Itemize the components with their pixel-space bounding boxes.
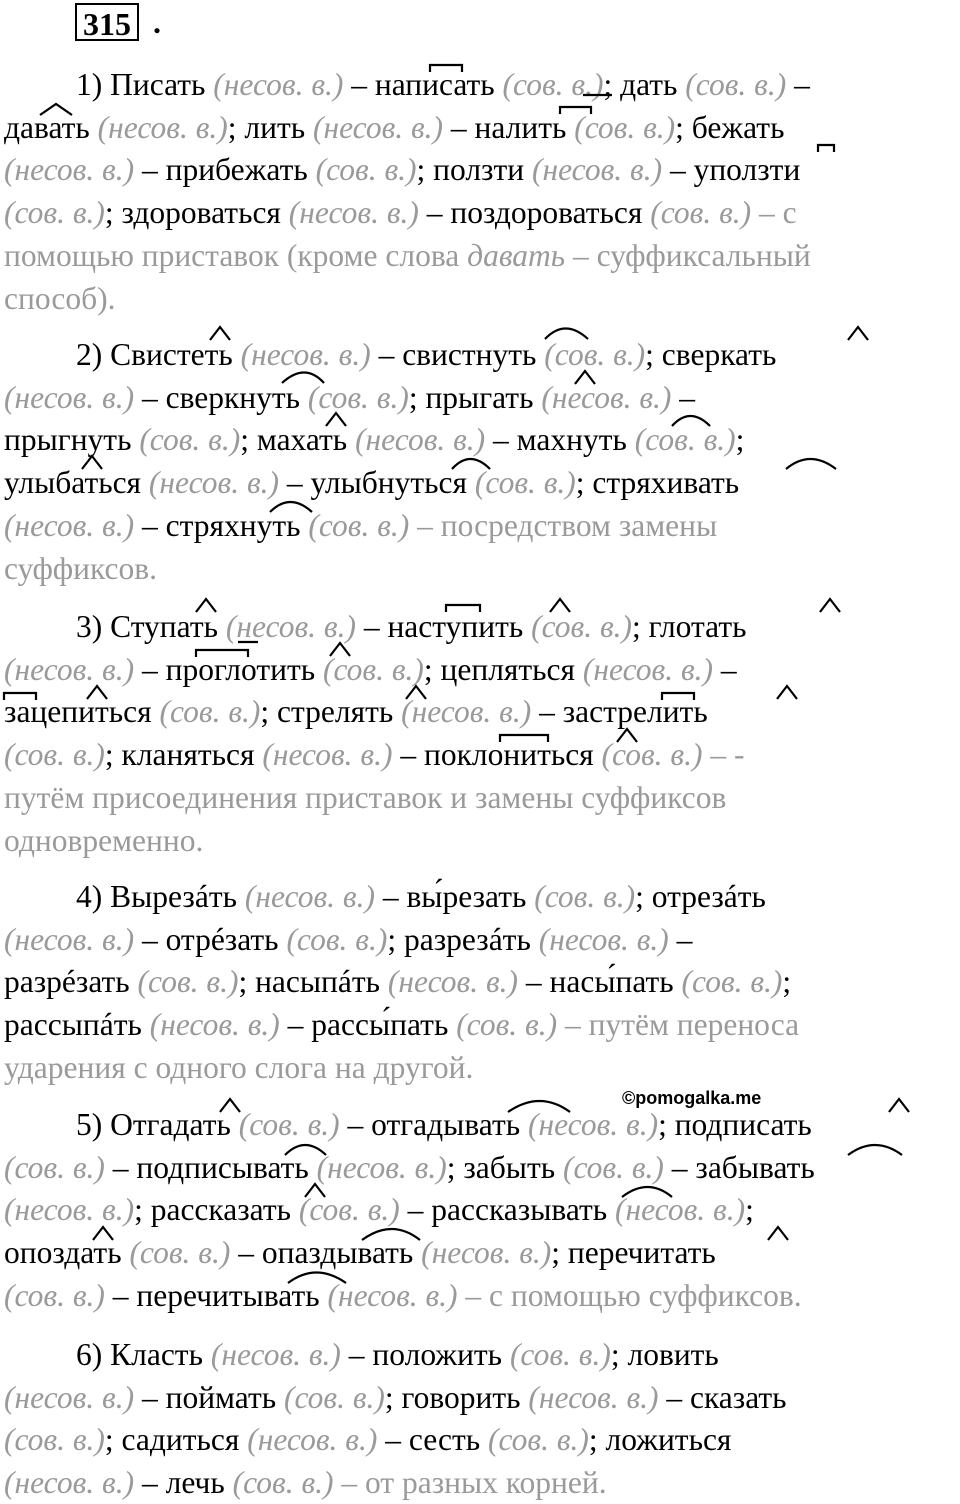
p4-line-2 (4, 919, 692, 961)
aspect-label: (несов. в.) (421, 1235, 552, 1271)
word-pair-text: рассыпáть (4, 1007, 150, 1043)
p5-line-1 (76, 1104, 812, 1146)
aspect-label: (сов. в.) (544, 337, 646, 372)
suffix-arc (848, 1145, 902, 1155)
aspect-label: (несов. в.) (401, 694, 532, 730)
word-pair-text: ; глотать (632, 609, 747, 644)
aspect-label: (сов. в.) (137, 964, 239, 1000)
p1-line-1 (76, 64, 810, 106)
p1-line-3 (4, 149, 800, 191)
aspect-label: (сов. в.) (634, 422, 736, 458)
p4-line-1 (76, 876, 766, 918)
word-pair-text: – отрéзать (134, 921, 287, 957)
word-pair-text: – махнуть (485, 422, 635, 458)
method-comment: суффиксов. (4, 550, 158, 586)
aspect-label: (сов. в.) (4, 195, 105, 231)
aspect-label: (сов. в.) (129, 1235, 231, 1271)
p6-line-2 (4, 1377, 787, 1419)
aspect-label: (сов. в.) (283, 1379, 385, 1415)
aspect-label: (сов. в.) (286, 921, 388, 957)
aspect-label: (несов. в.) (149, 1007, 280, 1043)
word-pair-text: – поймать (134, 1379, 284, 1415)
word-pair-text: – насы́пать (518, 964, 682, 1000)
aspect-label: (сов. в.) (315, 152, 417, 188)
method-comment: – посредством замены (409, 507, 718, 543)
aspect-label: (несов. в.) (213, 67, 344, 102)
word-pair-text: ; ложиться (588, 1422, 732, 1458)
aspect-label: (несов. в.) (4, 921, 135, 957)
aspect-label: (сов. в.) (685, 67, 787, 102)
suffix-mark (848, 327, 868, 340)
word-pair-text: – рассказывать (399, 1192, 615, 1228)
word-pair-text: – опаздывать (230, 1235, 422, 1271)
aspect-label: (несов. в.) (4, 651, 135, 687)
word-pair-text: опоздать (4, 1235, 130, 1271)
word-pair-text: ; прыгать (408, 379, 542, 415)
word-pair-text: – положить (340, 1337, 510, 1372)
p1-line-6 (4, 278, 116, 320)
method-comment: ударения с одного слога на другой. (4, 1049, 474, 1085)
word-pair-text: – написать (343, 67, 503, 102)
word-pair-text: – улыбнуться (279, 465, 475, 501)
word-pair-text: 2) Свистеть (76, 337, 241, 372)
p5-line-3 (4, 1189, 754, 1231)
method-comment: – - (702, 737, 745, 773)
word-pair-text: – застрелить (531, 694, 708, 730)
word-pair-text: ; кланяться (104, 737, 263, 773)
aspect-label: (несов. в.) (4, 152, 135, 188)
p6-line-3 (4, 1419, 731, 1461)
aspect-label: (несов. в.) (355, 422, 486, 458)
word-pair-text: ; рассказать (134, 1192, 299, 1228)
word-pair-text: – сесть (377, 1422, 488, 1458)
aspect-label: (несов. в.) (210, 1337, 341, 1372)
aspect-label: (несов. в.) (148, 465, 280, 501)
p3-line-3 (4, 691, 708, 733)
aspect-label: (несов. в.) (4, 507, 135, 543)
method-comment: помощью приставок (кроме слова (4, 237, 468, 273)
p6-line-4 (4, 1462, 607, 1504)
p3-line-1 (76, 606, 746, 648)
aspect-label: (несов. в.) (538, 921, 669, 957)
word-pair-text: ; перечитать (551, 1235, 716, 1271)
method-comment: путём присоединения приставок и замены суффиксов (4, 779, 727, 815)
word-pair-text: – сверкнуть (134, 379, 308, 415)
aspect-label: (несов. в.) (4, 1465, 135, 1501)
word-pair-text: 5) Отгадать (76, 1107, 239, 1142)
aspect-label: (несов. в.) (527, 1107, 659, 1142)
word-pair-text: – перечитывать (104, 1277, 328, 1313)
method-comment: – путём переноса (557, 1007, 800, 1043)
word-pair-text: – забывать (663, 1149, 815, 1185)
word-pair-text: ; ловить (610, 1337, 719, 1372)
p6-line-1 (76, 1334, 719, 1376)
aspect-label: (несов. в.) (288, 195, 419, 231)
p5-line-4 (4, 1232, 716, 1274)
aspect-label: (сов. в.) (531, 609, 632, 644)
aspect-label: (сов. в.) (4, 1149, 105, 1185)
aspect-label: (сов. в.) (574, 109, 676, 145)
word-pair-text: – (786, 67, 810, 102)
word-pair-text: зацепиться (4, 694, 160, 730)
aspect-label: (несов. в.) (244, 879, 375, 914)
aspect-label: (сов. в.) (298, 1192, 400, 1228)
word-pair-text: – отгадывать (339, 1107, 528, 1142)
word-pair-text: ; забыть (446, 1149, 563, 1185)
word-pair-text: ; здороваться (104, 195, 289, 231)
aspect-label: (сов. в.) (238, 1107, 340, 1142)
word-pair-text: – поклониться (392, 737, 602, 773)
aspect-label: (несов. в.) (528, 1379, 659, 1415)
aspect-label: (сов. в.) (650, 195, 752, 231)
word-pair-text: – налить (443, 109, 575, 145)
aspect-label: (сов. в.) (4, 1422, 105, 1458)
p3-line-5 (4, 777, 726, 819)
suffix-mark (777, 686, 797, 699)
aspect-label: (сов. в.) (322, 651, 424, 687)
word-pair-text: – (671, 379, 696, 415)
aspect-label: (сов. в.) (232, 1465, 334, 1501)
word-pair-text: 1) Писать (76, 67, 214, 102)
p3-line-4 (4, 734, 744, 776)
word-pair-text: ; говорить (384, 1379, 529, 1415)
word-pair-text: давать (4, 109, 98, 145)
suffix-arc (786, 459, 836, 469)
word-pair-text: – наступить (355, 609, 532, 644)
word-pair-text: – проглотить (134, 651, 323, 687)
word-pair-text: ; сверкать (645, 337, 777, 372)
aspect-label: (сов. в.) (681, 964, 783, 1000)
word-pair-text: – сказать (658, 1379, 787, 1415)
word-pair-text: ; лить (227, 109, 313, 145)
aspect-label: (сов. в.) (562, 1149, 664, 1185)
aspect-label: (несов. в.) (225, 609, 356, 644)
word-pair-text: ; насыпáть (238, 964, 388, 1000)
word-pair-text: – лечь (134, 1465, 233, 1501)
word-pair-text: ; (745, 1192, 754, 1228)
aspect-label: (сов. в.) (534, 879, 636, 914)
p4-line-5 (4, 1047, 473, 1089)
p3-line-2 (4, 649, 737, 691)
aspect-label: (несов. в.) (327, 1277, 458, 1313)
word-pair-text: 3) Ступать (76, 609, 226, 644)
aspect-label: (сов. в.) (139, 422, 241, 458)
aspect-label: (несов. в.) (97, 109, 228, 145)
word-pair-text: ; дать (603, 67, 686, 102)
word-pair-text: – (712, 651, 737, 687)
p5-line-5 (4, 1275, 802, 1317)
prefix-mark (818, 145, 834, 152)
p1-line-2 (4, 107, 784, 149)
aspect-label: давать (467, 237, 566, 273)
word-pair-text: – (668, 921, 693, 957)
method-comment: – с (751, 195, 797, 231)
word-pair-text: ; отрезáть (635, 879, 766, 914)
word-pair-text: 6) Класть (76, 1337, 211, 1372)
aspect-label: (несов. в.) (262, 737, 393, 773)
method-comment: способ). (4, 280, 116, 316)
word-pair-text: – вы́резать (374, 879, 535, 914)
word-pair-text: улыбаться (4, 465, 149, 501)
p2-line-2 (4, 377, 695, 419)
word-pair-text: – рассы́пать (279, 1007, 457, 1043)
method-comment: одновременно. (4, 822, 204, 858)
aspect-label: (сов. в.) (307, 379, 409, 415)
suffix-mark (768, 1227, 788, 1240)
aspect-label: (сов. в.) (474, 465, 576, 501)
word-pair-text: – поздороваться (418, 195, 651, 231)
aspect-label: (несов. в.) (312, 109, 444, 145)
aspect-label: (сов. в.) (509, 1337, 611, 1372)
aspect-label: (сов. в.) (308, 507, 410, 543)
p2-line-1 (76, 334, 776, 376)
suffix-mark (820, 599, 840, 612)
word-pair-text: ; махать (240, 422, 356, 458)
aspect-label: (несов. в.) (541, 379, 672, 415)
aspect-label: (несов. в.) (4, 1379, 135, 1415)
aspect-label: (сов. в.) (4, 1277, 105, 1313)
method-comment: – от разных корней. (333, 1465, 607, 1501)
p4-line-4 (4, 1004, 799, 1046)
word-pair-text: ; цепляться (423, 651, 583, 687)
aspect-label: (сов. в.) (159, 694, 261, 730)
word-pair-text: ; ползти (416, 152, 532, 188)
aspect-label: (несов. в.) (582, 651, 713, 687)
word-pair-text: ; стрелять (260, 694, 402, 730)
aspect-label: (несов. в.) (387, 964, 518, 1000)
method-comment: – с помощью суффиксов. (457, 1277, 802, 1313)
word-pair-text: ; (735, 422, 745, 458)
word-pair-text: – свистнуть (370, 337, 545, 372)
p1-line-5 (4, 235, 811, 277)
p1-line-4 (4, 192, 797, 234)
suffix-mark (889, 1099, 909, 1112)
p3-line-6 (4, 820, 203, 862)
p5-line-2 (4, 1147, 815, 1189)
aspect-label: (сов. в.) (601, 737, 703, 773)
word-pair-text: ; разрезáть (387, 921, 539, 957)
aspect-label: (несов. в.) (4, 379, 135, 415)
word-pair-text: – стряхнуть (134, 507, 309, 543)
word-pair-text: прыгнуть (4, 422, 140, 458)
aspect-label: (сов. в.) (4, 737, 105, 773)
task-number: 315 (83, 6, 131, 42)
p2-line-6 (4, 548, 157, 590)
aspect-label: (несов. в.) (4, 1192, 135, 1228)
aspect-label: (сов. в.) (487, 1422, 589, 1458)
aspect-label: (несов. в.) (615, 1192, 746, 1228)
aspect-label: (несов. в.) (531, 152, 663, 188)
p2-line-3 (4, 419, 744, 461)
word-pair-text: ; садиться (104, 1422, 248, 1458)
word-pair-text: – прибежать (134, 152, 316, 188)
aspect-label: (несов. в.) (316, 1149, 447, 1185)
aspect-label: (сов. в.) (456, 1007, 558, 1043)
aspect-label: (несов. в.) (240, 337, 371, 372)
aspect-label: (сов. в.) (502, 67, 604, 102)
p2-line-5 (4, 505, 717, 547)
task-number-dot: . (153, 4, 161, 40)
aspect-label: (несов. в.) (247, 1422, 378, 1458)
task-number-box (75, 3, 139, 41)
word-pair-text: – уползти (662, 152, 801, 188)
word-pair-text: ; подписать (658, 1107, 812, 1142)
word-pair-text: ; бежать (675, 109, 785, 145)
word-pair-text: разрéзать (4, 964, 138, 1000)
word-pair-text: – подписывать (104, 1149, 317, 1185)
p4-line-3 (4, 961, 791, 1003)
word-pair-text: ; стряхивать (575, 465, 740, 501)
watermark: ©pomogalka.me (622, 1088, 762, 1108)
word-pair-text: 4) Вырезáть (76, 879, 245, 914)
p2-line-4 (4, 462, 739, 504)
method-comment: – суффиксальный (565, 237, 811, 273)
word-pair-text: ; (782, 964, 792, 1000)
